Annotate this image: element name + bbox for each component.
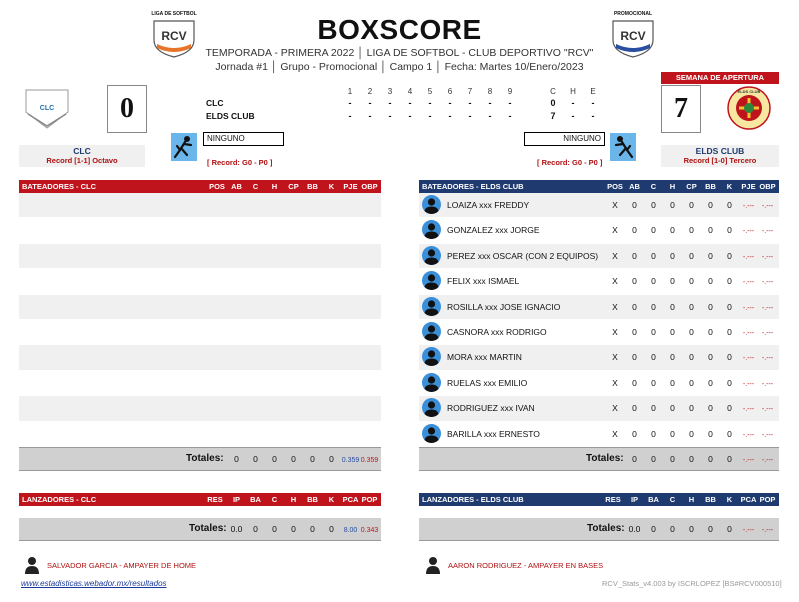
home-batting-title: BATEADORES - ELDS CLUB <box>422 182 524 191</box>
table-row <box>419 422 779 447</box>
base-umpire: AARON RODRIGUEZ - AMPAYER EN BASES <box>448 561 604 570</box>
table-row <box>19 269 381 294</box>
away-pitcher-icon <box>171 133 197 161</box>
player-name: CASNORA xxx RODRIGO <box>447 326 547 337</box>
away-pitching-columns: RES IP BA C H BB K PCA POP <box>207 495 378 504</box>
table-row <box>419 295 779 320</box>
table-row <box>19 295 381 320</box>
home-pitcher-record: [ Record: G0 - P0 ] <box>537 158 603 167</box>
umpire-icon <box>24 556 40 574</box>
page-title: BOXSCORE <box>317 14 482 45</box>
svg-text:CLC: CLC <box>39 105 55 112</box>
table-row <box>19 371 381 396</box>
home-umpire: SALVADOR GARCIA - AMPAYER DE HOME <box>47 561 197 570</box>
player-stats: X 0 0 0 0 0 0 -.--- -.--- <box>612 352 774 363</box>
away-pitching-table <box>19 493 381 541</box>
home-pitching-table <box>419 493 779 541</box>
player-name: ROSILLA xxx JOSE IGNACIO <box>447 301 561 312</box>
player-avatar-icon <box>422 398 441 417</box>
away-team-record: Record [1-1] Octavo <box>46 156 118 165</box>
table-row <box>419 193 779 218</box>
linescore-away-team: CLC <box>206 98 224 108</box>
right-logo-label: PROMOCIONAL <box>613 11 653 17</box>
inning-header: 9 <box>507 87 513 96</box>
home-pitching-columns: RES IP BA C H BB K PCA POP <box>605 495 776 504</box>
home-pitching-header <box>419 493 779 506</box>
rhe-header: H <box>570 87 576 96</box>
player-stats: X 0 0 0 0 0 0 -.--- -.--- <box>612 428 774 439</box>
rhe-header: C <box>550 87 556 96</box>
player-name: GONZALEZ xxx JORGE <box>447 225 540 236</box>
svg-text:RCV: RCV <box>620 29 646 43</box>
inning-header: 7 <box>467 87 473 96</box>
player-stats: X 0 0 0 0 0 0 -.--- -.--- <box>612 403 774 414</box>
linescore-home-innings: - - - - - - - - - <box>348 111 512 121</box>
home-batting-header <box>419 180 779 193</box>
player-name: LOAIZA xxx FREDDY <box>447 200 530 210</box>
player-avatar-icon <box>422 220 441 239</box>
player-avatar-icon <box>422 424 441 443</box>
table-row <box>419 218 779 243</box>
player-name: RODRIGUEZ xxx IVAN <box>447 403 535 414</box>
away-team-logo <box>24 88 70 130</box>
table-row <box>19 218 381 243</box>
player-name: BARILLA xxx ERNESTO <box>447 428 540 439</box>
inning-header: 5 <box>427 87 433 96</box>
table-row <box>419 269 779 294</box>
umpire-icon <box>425 556 441 574</box>
player-name: PEREZ xxx OSCAR (CON 2 EQUIPOS) <box>447 250 599 261</box>
version-label: RCV_Stats_v4.003 by ISCRLOPEZ [BS#RCV000510] <box>602 579 782 588</box>
home-score: 7 <box>661 85 701 133</box>
table-row <box>419 345 779 370</box>
table-row <box>19 193 381 218</box>
table-row <box>19 396 381 421</box>
table-row <box>419 320 779 345</box>
inning-header: 2 <box>367 87 373 96</box>
player-avatar-icon <box>422 322 441 341</box>
table-row <box>419 244 779 269</box>
table-row <box>19 345 381 370</box>
player-stats: X 0 0 0 0 0 0 -.--- -.--- <box>612 326 774 337</box>
away-pitching-totals: Totales: 0.0 0 0 0 0 0 8.00 0.343 <box>19 518 381 541</box>
player-name: RUELAS xxx EMILIO <box>447 377 528 388</box>
player-avatar-icon <box>422 347 441 366</box>
season-line: TEMPORADA - PRIMERA 2022 │ LIGA DE SOFTBOL - CLUB DEPORTIVO "RCV" <box>205 47 594 59</box>
inning-headers <box>340 87 520 96</box>
table-row <box>19 320 381 345</box>
table-row <box>19 422 381 447</box>
inning-header: 6 <box>447 87 453 96</box>
away-score: 0 <box>107 85 147 133</box>
meta-line: Jornada #1 │ Grupo - Promocional │ Campo 1 │ Fecha: Martes 10/Enero/2023 <box>215 61 584 73</box>
linescore-away-rhe: 0 - - <box>550 98 595 108</box>
svg-text:RCV: RCV <box>161 29 187 43</box>
away-pitcher-field: NINGUNO <box>203 132 284 146</box>
league-logo-right <box>611 18 655 58</box>
home-pitching-title: LANZADORES - ELDS CLUB <box>422 495 524 504</box>
player-avatar-icon <box>422 297 441 316</box>
away-pitching-title: LANZADORES - CLC <box>22 495 97 504</box>
player-name: FELIX xxx ISMAEL <box>447 276 520 287</box>
home-batting-table <box>419 180 779 471</box>
away-batting-table <box>19 180 381 471</box>
player-avatar-icon <box>422 246 441 265</box>
week-banner: SEMANA DE APERTURA <box>661 72 779 84</box>
player-stats: X 0 0 0 0 0 0 -.--- -.--- <box>612 225 774 236</box>
home-batting-totals: Totales: 0 0 0 0 0 0 -.--- -.--- <box>419 447 779 471</box>
away-batting-title: BATEADORES - CLC <box>22 182 97 191</box>
home-team-record: Record [1-0] Tercero <box>683 156 757 165</box>
player-avatar-icon <box>422 373 441 392</box>
home-pitcher-icon <box>610 133 636 161</box>
home-pitching-totals: Totales: 0.0 0 0 0 0 0 -.--- -.--- <box>419 518 779 541</box>
svg-text:ELDS CLUB: ELDS CLUB <box>737 89 761 94</box>
player-name: MORA xxx MARTIN <box>447 352 522 363</box>
player-stats: X 0 0 0 0 0 0 -.--- -.--- <box>612 301 774 312</box>
player-stats: X 0 0 0 0 0 0 -.--- -.--- <box>612 276 774 287</box>
stats-link[interactable]: www.estadisticas.webador.mx/resultados <box>21 579 167 588</box>
table-row <box>419 371 779 396</box>
inning-header: 4 <box>407 87 413 96</box>
inning-header: 1 <box>347 87 353 96</box>
away-batting-header <box>19 180 381 193</box>
player-avatar-icon <box>422 271 441 290</box>
home-pitcher-field: NINGUNO <box>524 132 605 146</box>
table-row <box>19 244 381 269</box>
away-batting-columns: POS AB C H CP BB K PJE OBP <box>209 182 378 191</box>
table-row <box>419 396 779 421</box>
away-team-tag <box>19 145 145 167</box>
rhe-headers <box>543 87 603 96</box>
away-pitcher-record: [ Record: G0 - P0 ] <box>207 158 273 167</box>
left-logo-label: LIGA DE SOFTBOL <box>151 11 197 17</box>
inning-header: 3 <box>387 87 393 96</box>
player-avatar-icon <box>422 195 441 214</box>
rhe-header: E <box>590 87 596 96</box>
away-team-name: CLC <box>73 146 91 156</box>
home-team-name: ELDS CLUB <box>695 146 745 156</box>
home-team-logo <box>725 85 773 131</box>
linescore-home-rhe: 7 - - <box>550 111 595 121</box>
player-stats: X 0 0 0 0 0 0 -.--- -.--- <box>612 200 774 210</box>
linescore-home-team: ELDS CLUB <box>206 111 255 121</box>
linescore-away-innings: - - - - - - - - - <box>348 98 512 108</box>
away-pitching-header <box>19 493 381 506</box>
inning-header: 8 <box>487 87 493 96</box>
home-batting-columns: POS AB C H CP BB K PJE OBP <box>607 182 776 191</box>
player-stats: X 0 0 0 0 0 0 -.--- -.--- <box>612 377 774 388</box>
player-stats: X 0 0 0 0 0 0 -.--- -.--- <box>612 250 774 261</box>
home-team-tag <box>661 145 779 167</box>
away-batting-totals: Totales: 0 0 0 0 0 0 0.3590.359 <box>19 447 381 471</box>
